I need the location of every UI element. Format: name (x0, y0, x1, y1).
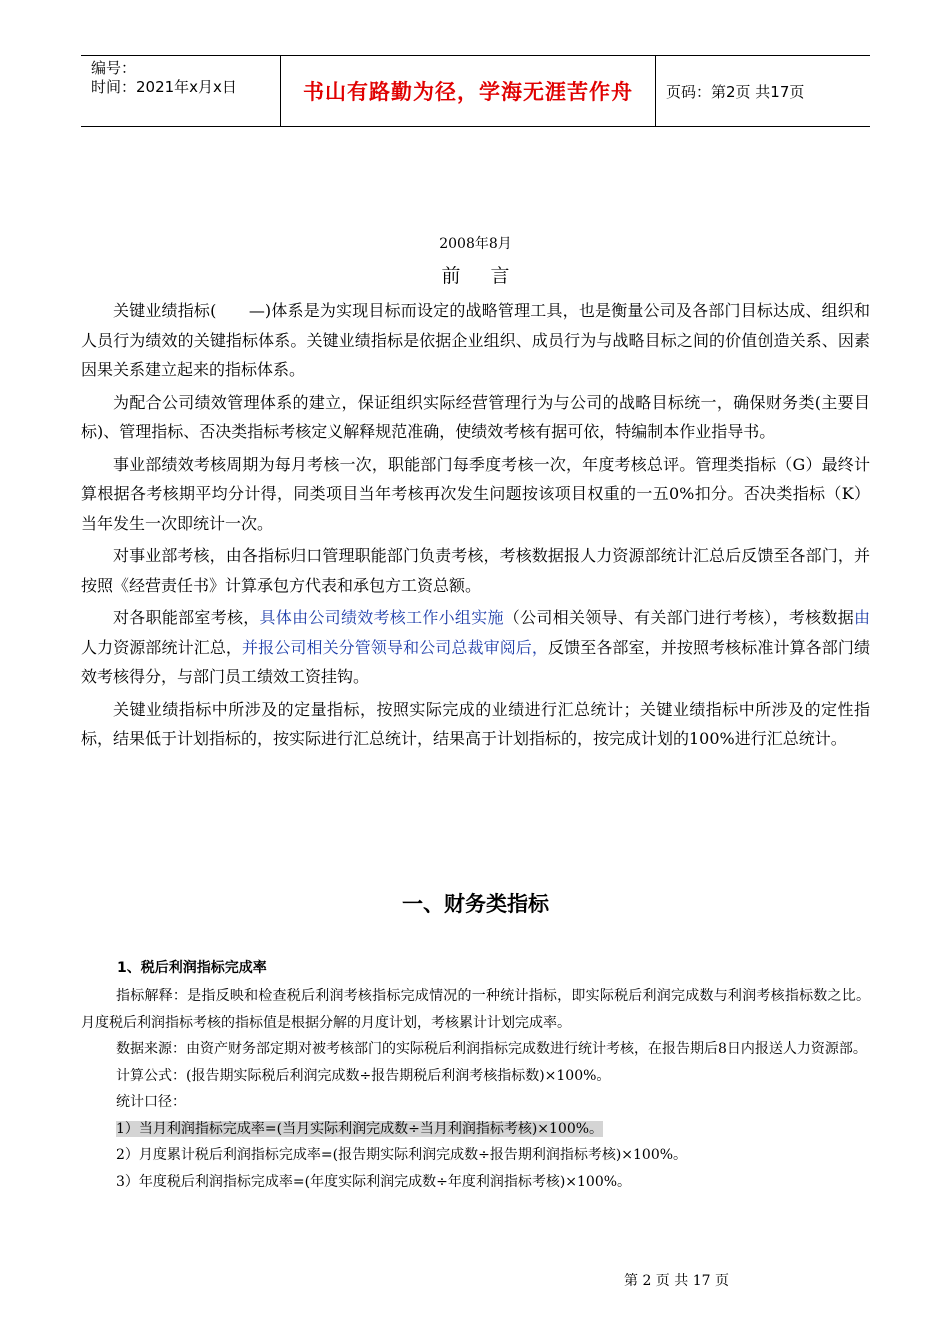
p5-text-c: （公司相关领导、有关部门进行考核），考核数据 (503, 608, 854, 627)
indicator-body (81, 983, 870, 1195)
indicator-formula: 计算公式：(报告期实际税后利润完成数÷报告期税后利润考核指标数)×100%。 (116, 1067, 611, 1084)
indicator-scope-item-2: 2）月度累计税后利润指标完成率=(报告期实际利润完成数÷报告期利润指标考核)×100%。 (116, 1147, 688, 1163)
document-number-label: 编号： (91, 59, 137, 77)
document-date: 2008年8月 (439, 236, 512, 252)
p5-text-a: 对各职能部室考核， (113, 608, 260, 627)
indicator-scope-label: 统计口径： (116, 1094, 186, 1110)
indicator-scope-item-1 (81, 1116, 870, 1143)
header-motto: 书山有路勤为径，学海无涯苦作舟 (281, 56, 656, 126)
indicator-scope-item-3: 3）年度税后利润指标完成率=(年度实际利润完成数÷年度利润指标考核)×100%。 (116, 1173, 632, 1190)
p5-text-e: 人力资源部统计汇总， (81, 637, 243, 657)
preface-body (81, 296, 870, 754)
highlighted-text: 1）当月利润指标完成率=(当月实际利润完成数÷当月利润指标考核)×100%。 (116, 1120, 604, 1137)
preface-paragraph-2: 为配合公司绩效管理体系的建立，保证组织实际经营管理行为与公司的战略目标统一，确保财务类(主要目标)、管理指标、否决类指标考核定义解释规范准确，使绩效考核有据可依，特编制本作业指导书。 (81, 392, 870, 441)
preface-paragraph-1: 关键业绩指标( —)体系是为实现目标而设定的战略管理工具，也是衡量公司及各部门目标达成、组织和人员行为绩效的关键指标体系。关键业绩指标是依据企业组织、成员行为与战略目标之间的价值创造关系、因素因果关系建立起来的指标体系。 (81, 301, 870, 379)
header-table (81, 55, 870, 127)
indicator-data-source: 数据来源：由资产财务部定期对被考核部门的实际税后利润指标完成数进行统计考核，在报告期后8日内报送人力资源部。 (116, 1041, 867, 1057)
p5-text-g: 反馈至各部室，并按照考核标准计算各部门绩效考核得分，与部门员工绩效工资挂钩。 (81, 637, 870, 686)
document-time-label: 时间：2021年x月x日 (91, 78, 237, 96)
section-title: 一、财务类指标 (402, 892, 549, 916)
preface-paragraph-6: 关键业绩指标中所涉及的定量指标，按照实际完成的业绩进行汇总统计；关键业绩指标中所涉及的定性指标，结果低于计划指标的，按实际进行汇总统计，结果高于计划指标的，按完成计划的100%进行汇总统计。 (81, 699, 870, 748)
preface-paragraph-4: 对事业部考核，由各指标归口管理职能部门负责考核，考核数据报人力资源部统计汇总后反馈至各部门，并按照《经营责任书》计算承包方代表和承包方工资总额。 (81, 546, 870, 595)
preface-paragraph-3: 事业部绩效考核周期为每月考核一次，职能部门每季度考核一次，年度考核总评。管理类指标（G）最终计算根据各考核期平均分计得，同类项目当年考核再次发生问题按该项目权重的一五0%扣分。否决类指标（K）当年发生一次即统计一次。 (81, 454, 870, 533)
header-page-info: 页码：第2页 共17页 (666, 82, 805, 101)
p5-text-b: 具体由公司绩效考核工作小组实施 (259, 608, 504, 627)
preface-title: 前言 (441, 265, 540, 287)
header-left-cell (81, 56, 281, 126)
subsection-title: 1、税后利润指标完成率 (117, 960, 267, 976)
p5-text-f: 并报公司相关分管领导和公司总裁审阅后， (242, 637, 549, 657)
p5-text-d: 由 (853, 608, 870, 627)
indicator-explanation: 指标解释：是指反映和检查税后利润考核指标完成情况的一种统计指标，即实际税后利润完成数与利润考核指标数之比。月度税后利润指标考核的指标值是根据分解的月度计划，考核累计计划完成率。 (81, 988, 870, 1031)
page-footer: 第 2 页 共 17 页 (624, 1273, 729, 1289)
preface-paragraph-5 (81, 603, 870, 692)
